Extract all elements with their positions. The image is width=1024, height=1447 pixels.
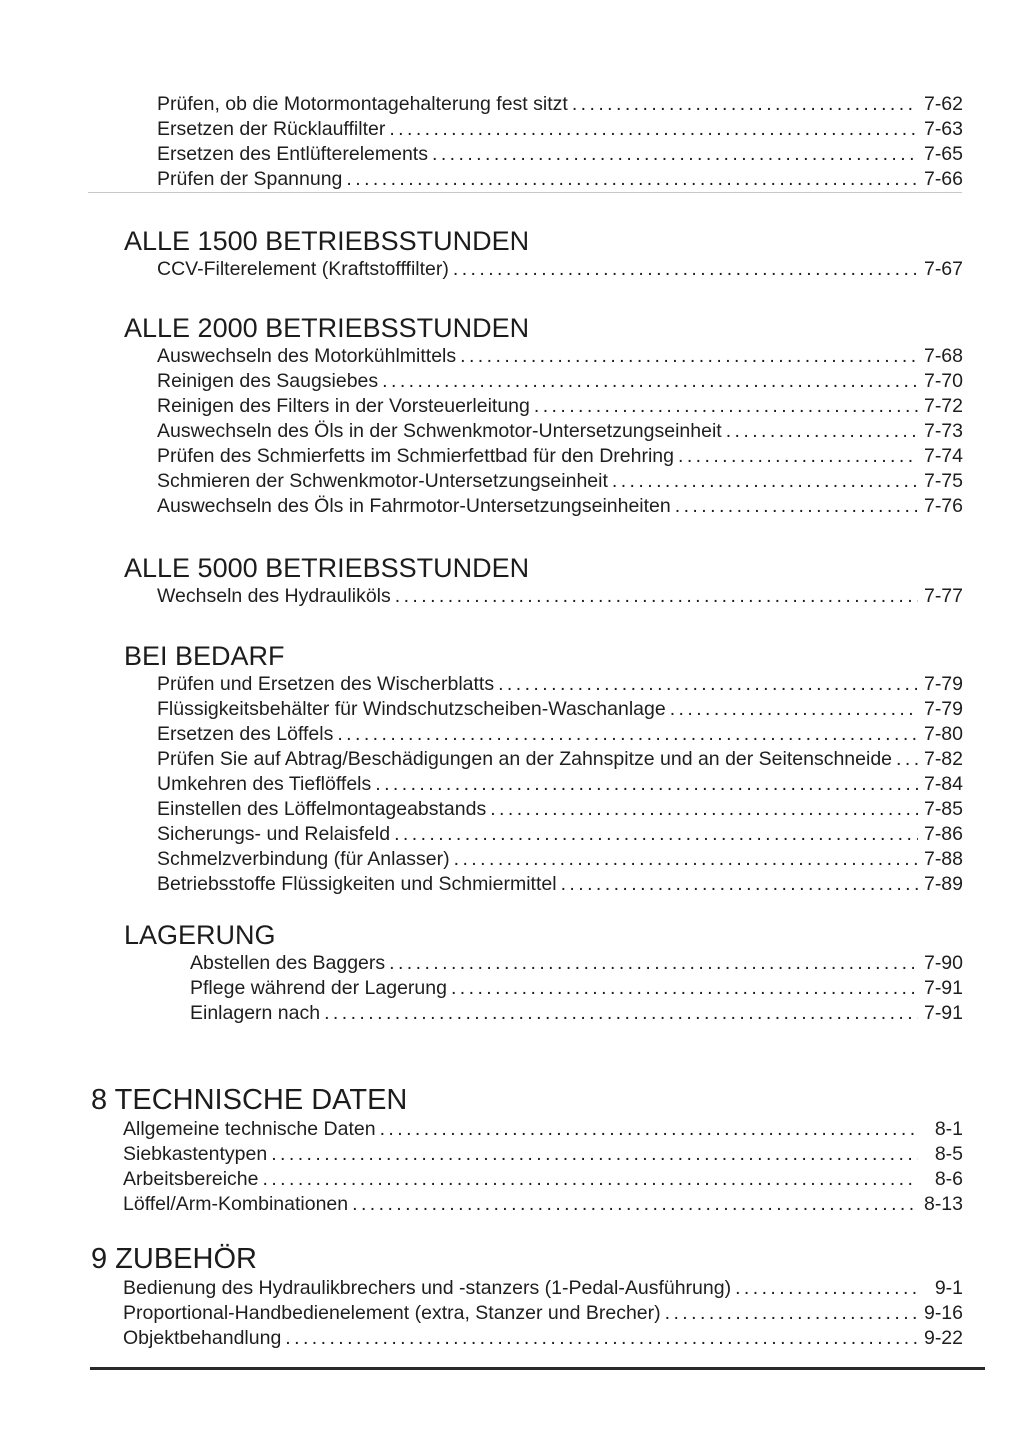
toc-entry-title: Ersetzen des Löffels bbox=[157, 723, 334, 745]
toc-entry-page: 7-80 bbox=[923, 723, 963, 745]
toc-entry bbox=[90, 1301, 963, 1326]
toc bbox=[90, 92, 963, 1351]
section-heading: ALLE 5000 BETRIEBSSTUNDEN bbox=[124, 553, 530, 583]
footer-rule bbox=[90, 1367, 985, 1370]
toc-entry bbox=[90, 797, 963, 822]
toc-entry-title: Sicherungs- und Relaisfeld bbox=[157, 823, 391, 845]
toc-entry-title: Prüfen des Schmierfetts im Schmierfettbad für den Drehring bbox=[157, 445, 674, 467]
toc-entry-page: 7-89 bbox=[923, 873, 963, 895]
toc-entry bbox=[90, 369, 963, 394]
toc-entry-title: Arbeitsbereiche bbox=[123, 1168, 259, 1190]
toc-block-lagerung bbox=[90, 919, 963, 1026]
toc-entry-page: 9-1 bbox=[934, 1277, 963, 1299]
toc-entry-page: 9-22 bbox=[923, 1327, 963, 1349]
toc-entry-page: 8-5 bbox=[934, 1143, 963, 1165]
toc-entry bbox=[90, 1276, 963, 1301]
toc-dot-leader bbox=[337, 722, 918, 747]
toc-dot-leader bbox=[285, 1326, 918, 1351]
toc-entry-title: Auswechseln des Motorkühlmittels bbox=[157, 345, 457, 367]
toc-entry-title: Umkehren des Tieflöffels bbox=[157, 773, 372, 795]
toc-entry-title: Flüssigkeitsbehälter für Windschutzscheiben-Waschanlage bbox=[157, 698, 666, 720]
toc-entry-page: 8-1 bbox=[934, 1118, 963, 1140]
toc-entry bbox=[90, 697, 963, 722]
toc-block-alle-5000-betriebsstunden bbox=[90, 552, 963, 609]
toc-entry-page: 7-76 bbox=[923, 495, 963, 517]
toc-entry-page: 7-91 bbox=[923, 1002, 963, 1024]
toc-entry bbox=[90, 1142, 963, 1167]
toc-dot-leader bbox=[324, 1001, 918, 1026]
toc-entry bbox=[90, 167, 963, 192]
toc-entry bbox=[90, 847, 963, 872]
toc-entry bbox=[90, 1001, 963, 1026]
toc-dot-leader bbox=[454, 847, 918, 872]
toc-entry-page: 7-75 bbox=[923, 470, 963, 492]
toc-entry bbox=[90, 117, 963, 142]
toc-entry-title: Wechseln des Hydrauliköls bbox=[157, 585, 391, 607]
toc-entry-page: 7-88 bbox=[923, 848, 963, 870]
toc-block-alle-1500-betriebsstunden bbox=[90, 225, 963, 282]
toc-dot-leader bbox=[735, 1276, 918, 1301]
toc-block-bei-bedarf bbox=[90, 640, 963, 897]
toc-dot-leader bbox=[572, 92, 918, 117]
toc-dot-leader bbox=[389, 117, 918, 142]
scan-artifact-rule bbox=[88, 192, 962, 193]
toc-entry-page: 8-6 bbox=[934, 1168, 963, 1190]
toc-entry-title: Ersetzen des Entlüfterelements bbox=[157, 143, 428, 165]
toc-entry bbox=[90, 872, 963, 897]
chapter-heading: 9 ZUBEHÖR bbox=[91, 1243, 257, 1275]
toc-dot-leader bbox=[271, 1142, 918, 1167]
toc-dot-leader bbox=[380, 1117, 918, 1142]
toc-entry-title: Auswechseln des Öls in Fahrmotor-Untersetzungseinheiten bbox=[157, 495, 671, 517]
toc-dot-leader bbox=[490, 797, 918, 822]
toc-entry-page: 7-66 bbox=[923, 168, 963, 190]
toc-entry-title: Pflege während der Lagerung bbox=[190, 977, 447, 999]
toc-entry-title: Proportional-Handbedienelement (extra, Stanzer und Brecher) bbox=[123, 1302, 661, 1324]
toc-block-9-zubehör bbox=[90, 1242, 963, 1351]
toc-entry bbox=[90, 822, 963, 847]
toc-entry bbox=[90, 747, 963, 772]
toc-entry-title: Betriebsstoffe Flüssigkeiten und Schmiermittel bbox=[157, 873, 557, 895]
toc-dot-leader bbox=[389, 951, 918, 976]
toc-dot-leader bbox=[678, 444, 918, 469]
toc-entry-page: 7-72 bbox=[923, 395, 963, 417]
toc-entry-page: 7-91 bbox=[923, 977, 963, 999]
toc-block-alle-2000-betriebsstunden bbox=[90, 312, 963, 519]
toc-entry-page: 7-90 bbox=[923, 952, 963, 974]
toc-entry bbox=[90, 976, 963, 1001]
toc-block-8-technische-daten bbox=[90, 1083, 963, 1217]
toc-entry bbox=[90, 1167, 963, 1192]
toc-entry bbox=[90, 394, 963, 419]
toc-entry bbox=[90, 722, 963, 747]
section-heading: BEI BEDARF bbox=[124, 641, 285, 671]
toc-entry-page: 7-62 bbox=[923, 93, 963, 115]
toc-entry bbox=[90, 672, 963, 697]
toc-entry-page: 7-77 bbox=[923, 585, 963, 607]
toc-entry-page: 7-84 bbox=[923, 773, 963, 795]
toc-entry-page: 7-67 bbox=[923, 258, 963, 280]
toc-dot-leader bbox=[498, 672, 918, 697]
toc-entry-title: Einstellen des Löffelmontageabstands bbox=[157, 798, 487, 820]
toc-entry bbox=[90, 92, 963, 117]
toc-entry-title: Ersetzen der Rücklauffilter bbox=[157, 118, 386, 140]
toc-entry-title: Auswechseln des Öls in der Schwenkmotor-Untersetzungseinheit bbox=[157, 420, 722, 442]
toc-entry-page: 7-65 bbox=[923, 143, 963, 165]
toc-entry bbox=[90, 257, 963, 282]
toc-dot-leader bbox=[726, 419, 918, 444]
toc-entry bbox=[90, 344, 963, 369]
toc-dot-leader bbox=[670, 697, 918, 722]
toc-dot-leader bbox=[352, 1192, 918, 1217]
toc-entry-page: 7-86 bbox=[923, 823, 963, 845]
toc-dot-leader bbox=[612, 469, 918, 494]
toc-dot-leader bbox=[534, 394, 918, 419]
toc-dot-leader bbox=[561, 872, 918, 897]
toc-dot-leader bbox=[346, 167, 918, 192]
toc-entry-page: 7-79 bbox=[923, 673, 963, 695]
toc-entry-page: 7-73 bbox=[923, 420, 963, 442]
toc-dot-leader bbox=[460, 344, 918, 369]
toc-dot-leader bbox=[395, 584, 918, 609]
toc-entry-title: Reinigen des Filters in der Vorsteuerleitung bbox=[157, 395, 530, 417]
toc-entry bbox=[90, 1117, 963, 1142]
toc-entry-page: 7-63 bbox=[923, 118, 963, 140]
section-heading: ALLE 2000 BETRIEBSSTUNDEN bbox=[124, 313, 530, 343]
toc-entry-title: Prüfen, ob die Motormontagehalterung fest sitzt bbox=[157, 93, 568, 115]
toc-entry bbox=[90, 951, 963, 976]
toc-dot-leader bbox=[451, 976, 918, 1001]
toc-entry-title: Löffel/Arm-Kombinationen bbox=[123, 1193, 349, 1215]
toc-entry bbox=[90, 772, 963, 797]
toc-entry-page: 7-82 bbox=[923, 748, 963, 770]
toc-dot-leader bbox=[675, 494, 918, 519]
toc-entry-page: 9-16 bbox=[923, 1302, 963, 1324]
toc-entry bbox=[90, 494, 963, 519]
toc-dot-leader bbox=[394, 822, 918, 847]
toc-block-continued-items bbox=[90, 92, 963, 192]
toc-entry-title: Siebkastentypen bbox=[123, 1143, 268, 1165]
section-heading: LAGERUNG bbox=[124, 920, 276, 950]
toc-entry-title: Prüfen Sie auf Abtrag/Beschädigungen an der Zahnspitze und an der Seitenschneide bbox=[157, 748, 893, 770]
toc-entry bbox=[90, 1326, 963, 1351]
chapter-heading: 8 TECHNISCHE DATEN bbox=[91, 1084, 408, 1116]
toc-entry-page: 7-74 bbox=[923, 445, 963, 467]
toc-entry bbox=[90, 1192, 963, 1217]
toc-dot-leader bbox=[382, 369, 918, 394]
toc-entry bbox=[90, 469, 963, 494]
toc-entry bbox=[90, 584, 963, 609]
toc-entry bbox=[90, 142, 963, 167]
toc-entry-title: Einlagern nach bbox=[190, 1002, 321, 1024]
toc-entry-title: Schmelzverbindung (für Anlasser) bbox=[157, 848, 450, 870]
toc-entry-title: Allgemeine technische Daten bbox=[123, 1118, 376, 1140]
toc-entry-page: 8-13 bbox=[923, 1193, 963, 1215]
toc-dot-leader bbox=[263, 1167, 919, 1192]
toc-entry-title: Objektbehandlung bbox=[123, 1327, 282, 1349]
toc-dot-leader bbox=[375, 772, 918, 797]
toc-entry-page: 7-79 bbox=[923, 698, 963, 720]
toc-entry-title: Abstellen des Baggers bbox=[190, 952, 386, 974]
toc-entry bbox=[90, 419, 963, 444]
toc-entry-title: Bedienung des Hydraulikbrechers und -stanzers (1-Pedal-Ausführung) bbox=[123, 1277, 732, 1299]
toc-entry-title: Prüfen und Ersetzen des Wischerblatts bbox=[157, 673, 495, 695]
toc-dot-leader bbox=[665, 1301, 918, 1326]
toc-entry-page: 7-68 bbox=[923, 345, 963, 367]
toc-entry-page: 7-70 bbox=[923, 370, 963, 392]
toc-dot-leader bbox=[896, 747, 918, 772]
toc-entry-title: Reinigen des Saugsiebes bbox=[157, 370, 379, 392]
toc-entry-title: Prüfen der Spannung bbox=[157, 168, 343, 190]
toc-dot-leader bbox=[432, 142, 918, 167]
toc-dot-leader bbox=[453, 257, 918, 282]
toc-entry-page: 7-85 bbox=[923, 798, 963, 820]
toc-entry bbox=[90, 444, 963, 469]
section-heading: ALLE 1500 BETRIEBSSTUNDEN bbox=[124, 226, 530, 256]
toc-entry-title: Schmieren der Schwenkmotor-Untersetzungseinheit bbox=[157, 470, 608, 492]
toc-entry-title: CCV-Filterelement (Kraftstofffilter) bbox=[157, 258, 449, 280]
